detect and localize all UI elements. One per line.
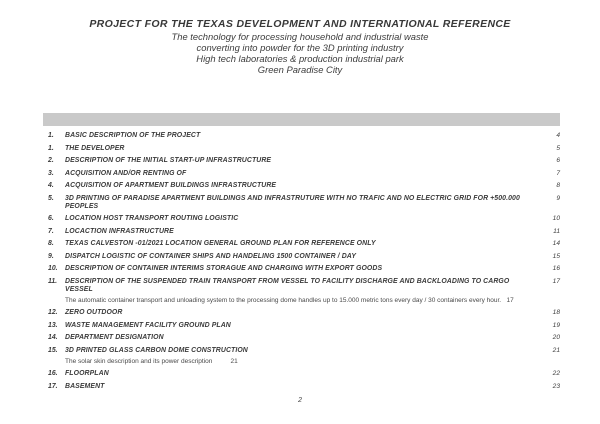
toc-entry <box>48 322 560 330</box>
document-header <box>0 18 600 76</box>
toc-entry-text <box>65 309 538 317</box>
toc-entry-page-number: 19 <box>552 321 560 329</box>
toc-entry <box>48 228 560 236</box>
toc-entry-page-number: 16 <box>552 265 560 272</box>
toc-entry-number: 8. <box>48 240 54 247</box>
toc-entry-text <box>65 215 538 223</box>
toc-entry-text <box>65 145 538 153</box>
toc-entry-page-number: 17 <box>552 277 560 285</box>
toc-entry-label: ZERO OUTDOOR <box>65 309 123 316</box>
toc-entry-page-number: 21 <box>552 346 560 354</box>
document-subtitle-line-3: High tech laboratories & production industrial park <box>196 52 404 64</box>
toc-entry-note: The automatic container transport and unloading system to the processing dome handles up to 15.000 metric tons every day / 30 containers every hour. 17 <box>65 296 514 304</box>
toc-entry-number: 11. <box>48 277 58 285</box>
toc-entry-number: 5. <box>48 194 54 202</box>
toc-entry-number: 12. <box>48 309 58 316</box>
toc-entry-page-number: 14 <box>552 240 560 247</box>
toc-entry-label: ACQUISITION OF APARTMENT BUILDINGS INFRASTRUCTURE <box>65 182 277 189</box>
toc-entry-page-number: 22 <box>552 370 560 377</box>
toc-entry-number: 16. <box>48 370 58 377</box>
toc-entry-text <box>65 334 538 342</box>
toc-entry-number: 9. <box>48 252 54 260</box>
toc-entry-text <box>65 322 538 330</box>
toc-entry-label: FLOORPLAN <box>65 370 109 377</box>
toc-entry-page-number: 6 <box>556 157 560 164</box>
section-divider-bar <box>43 113 560 126</box>
toc-entry <box>48 132 560 140</box>
toc-entry-text <box>65 228 538 236</box>
toc-entry <box>48 334 560 342</box>
toc-entry-number: 6. <box>48 215 54 222</box>
toc-entry-text <box>65 265 538 273</box>
document-title: PROJECT FOR THE TEXAS DEVELOPMENT AND INTERNATIONAL REFERENCE <box>89 18 511 30</box>
toc-entry-label: TEXAS CALVESTON -01/2021 LOCATION GENERAL GROUND PLAN FOR REFERENCE ONLY <box>65 240 376 247</box>
toc-entry <box>48 145 560 153</box>
toc-entry-number: 7. <box>48 227 54 235</box>
document-subtitle-line-2: converting into powder for the 3D printing industry <box>196 41 404 53</box>
toc-entry-number: 10. <box>48 265 58 272</box>
toc-entry-page-number: 11 <box>553 227 560 235</box>
toc-entry-label: 3D PRINTED GLASS CARBON DOME CONSTRUCTION <box>65 346 248 354</box>
toc-entry-label: THE DEVELOPER <box>65 144 125 152</box>
toc-entry-label: BASEMENT <box>65 382 105 390</box>
toc-entry-label: LOCACTION INFRASTRUCTURE <box>65 227 174 235</box>
toc-entry-text <box>65 195 538 211</box>
toc-entry <box>48 278 560 305</box>
toc-entry-number: 2. <box>48 157 54 164</box>
toc-entry-page-number: 18 <box>552 309 560 316</box>
toc-entry-page-number: 23 <box>552 382 560 390</box>
toc-entry-number: 1. <box>48 132 54 139</box>
toc-entry <box>48 170 560 178</box>
toc-entry-note: The solar skin description and its power description 21 <box>65 357 238 365</box>
toc-entry <box>48 265 560 273</box>
toc-entry-text <box>65 157 538 165</box>
toc-entry-label: DESCRIPTION OF THE SUSPENDED TRAIN TRANSPORT FROM VESSEL TO FACILITY DISCHARGE AND BACKLOADING TO CARGO VESSEL <box>65 277 510 293</box>
toc-entry-number: 3. <box>48 169 54 177</box>
toc-entry-label: DISPATCH LOGISTIC OF CONTAINER SHIPS AND HANDELING 1500 CONTAINER / DAY <box>65 252 357 260</box>
toc-entry-label: LOCATION HOST TRANSPORT ROUTING LOGISTIC <box>65 215 239 222</box>
toc-entry <box>48 240 560 248</box>
toc-entry-text <box>65 278 538 305</box>
toc-entry-number: 14. <box>48 334 58 341</box>
toc-entry-label: BASIC DESCRIPTION OF THE PROJECT <box>65 132 201 139</box>
toc-entry <box>48 195 560 211</box>
toc-entry-page-number: 10 <box>552 215 560 222</box>
toc-entry <box>48 157 560 165</box>
toc-entry-label: DESCRIPTION OF CONTAINER INTERIMS STORAGUE AND CHARGING WITH EXPORT GOODS <box>65 265 383 272</box>
toc-entry <box>48 370 560 378</box>
toc-entry-number: 1. <box>48 144 54 152</box>
toc-entry-number: 15. <box>48 346 58 354</box>
toc-entry <box>48 309 560 317</box>
document-subtitle-line-1: The technology for processing household and industrial waste <box>171 31 429 42</box>
toc-entry-label: ACQUISITION AND/OR RENTING OF <box>65 169 187 177</box>
toc-entry-number: 13. <box>48 321 58 329</box>
toc-entry-page-number: 5 <box>556 144 560 152</box>
table-of-contents <box>48 132 560 395</box>
page-number: 2 <box>298 397 302 404</box>
toc-entry-page-number: 9 <box>556 194 560 202</box>
toc-entry-label: DESCRIPTION OF THE INITIAL START-UP INFRASTRUCTURE <box>65 157 272 164</box>
toc-entry-number: 4. <box>48 182 54 189</box>
document-subtitle-line-4: Green Paradise City <box>257 63 343 75</box>
toc-entry-label: WASTE MANAGEMENT FACILITY GROUND PLAN <box>65 321 231 329</box>
toc-entry-page-number: 4 <box>556 132 560 139</box>
toc-entry-text <box>65 182 538 190</box>
toc-entry-page-number: 7 <box>556 169 560 177</box>
toc-entry-text <box>65 370 538 378</box>
toc-entry-page-number: 8 <box>556 182 560 189</box>
toc-entry-label: 3D PRINTING OF PARADISE APARTMENT BUILDINGS AND INFRASTRUTURE WITH NO TRAFIC AND NO ELECTRIC GRID FOR +500.000 PEOPLES <box>65 194 520 210</box>
toc-entry-label: DEPARTMENT DESIGNATION <box>65 334 164 341</box>
toc-entry-text <box>65 347 538 366</box>
toc-entry <box>48 182 560 190</box>
toc-entry-text <box>65 253 538 261</box>
page-footer <box>0 389 600 407</box>
toc-entry-number: 17. <box>48 382 58 390</box>
toc-entry <box>48 253 560 261</box>
toc-entry <box>48 215 560 223</box>
toc-entry-text <box>65 240 538 248</box>
toc-entry <box>48 347 560 366</box>
toc-entry-text <box>65 170 538 178</box>
toc-entry-text <box>65 132 538 140</box>
toc-entry-page-number: 15 <box>552 252 560 260</box>
toc-entry-page-number: 20 <box>552 334 560 341</box>
